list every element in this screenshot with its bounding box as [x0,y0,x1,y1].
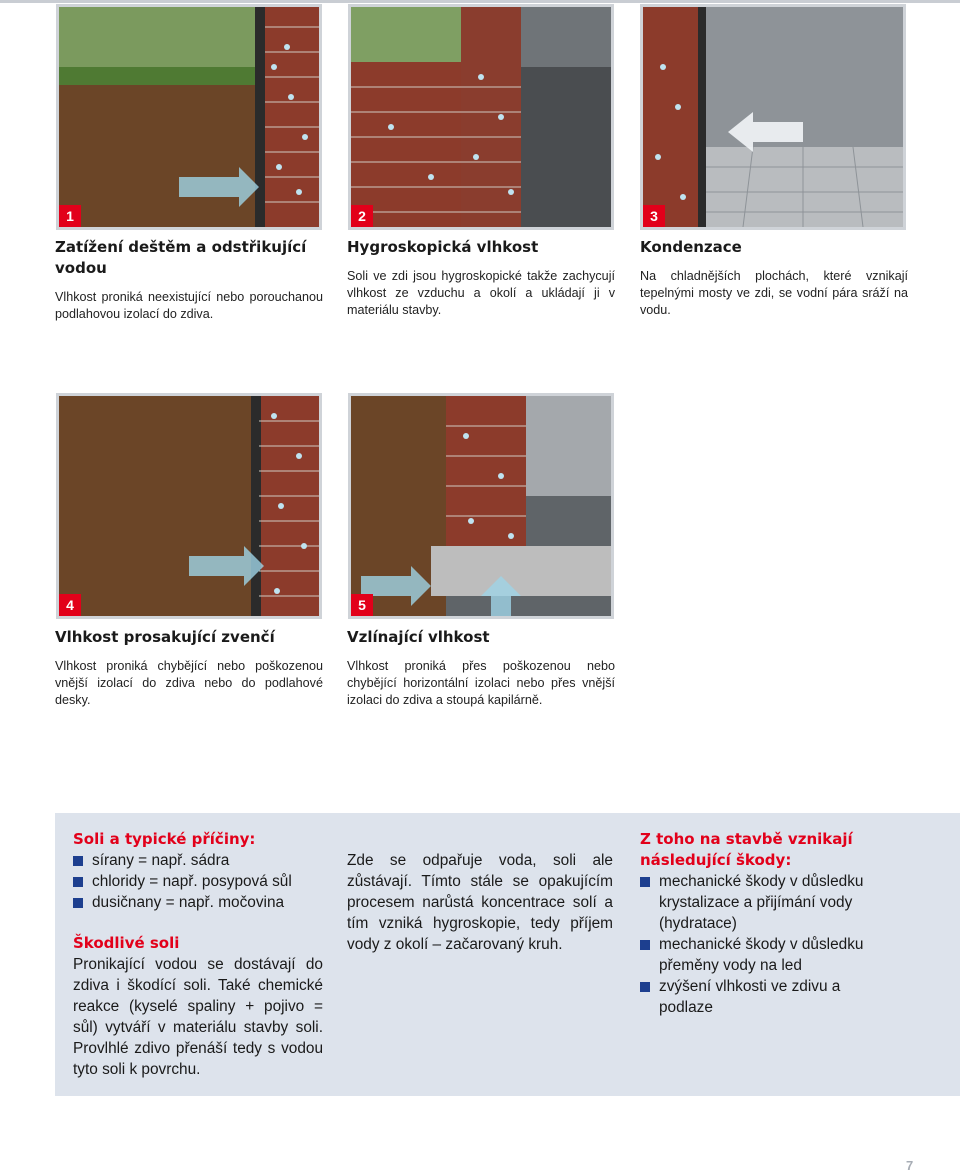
list-item: zvýšení vlhkosti ve zdivu a podlaze [640,976,888,1018]
list-item: mechanické škody v důsledku přeměny vody na led [640,934,888,976]
figure-1-title: Zatížení deštěm a odstřikující vodou [55,238,307,277]
list-item: mechanické škody v důsledku krystalizace a přijímání vody (hydratace) [640,871,888,934]
info-column-salts [73,829,323,1080]
harmful-salts-heading: Škodlivé soli [73,934,180,952]
figure-4-text: Vlhkost proniká chybějící nebo poškozenou vnější izolací do zdiva nebo do podlahové desky. [55,659,323,707]
figure-1-badge: 1 [59,205,81,227]
figure-2-illustration [348,4,614,230]
list-item: dusičnany = např. močovina [73,892,323,913]
info-column-damage [640,829,888,1018]
figure-4-illustration [56,393,322,619]
figure-4-caption [55,627,323,709]
damage-list [640,871,888,1018]
figure-3-illustration [640,4,906,230]
figure-5-illustration [348,393,614,619]
figure-3-title: Kondenzace [640,238,742,256]
figure-1-caption [55,237,323,323]
top-rule [0,0,960,3]
middle-text: Zde se odpařuje voda, soli ale zůstávají. Tímto stále se opakujícím procesem narůstá koncentrace solí a tím vzniká hygroskopie, tedy příjem vody z okolí – začarovaný kruh. [347,852,613,953]
figure-3-badge: 3 [643,205,665,227]
salts-list [73,850,323,913]
figure-1-illustration [56,4,322,230]
figure-3-text: Na chladnějších plochách, které vznikají tepelnými mosty ve zdi, se vodní pára sráží na vodu. [640,269,908,317]
info-column-middle [347,850,613,955]
figure-1-text: Vlhkost proniká neexistující nebo porouchanou podlahovou izolací do zdiva. [55,290,323,321]
damage-heading: Z toho na stavbě vznikají následující škody: [640,830,853,869]
figure-4-title: Vlhkost prosakující zvenčí [55,628,275,646]
figure-5-badge: 5 [351,594,373,616]
list-item: sírany = např. sádra [73,850,323,871]
figure-3-caption [640,237,908,319]
figure-4-badge: 4 [59,594,81,616]
figure-2-title: Hygroskopická vlhkost [347,238,539,256]
list-item: chloridy = např. posypová sůl [73,871,323,892]
harmful-salts-text: Pronikající vodou se dostávají do zdiva i škodící soli. Také chemické reakce (kyselé spaliny + pojivo = sůl) vytváří v materiálu stavby soli. Provlhlé zdivo přenáší tedy s vodou tyto soli k povrchu. [73,956,323,1078]
info-box [55,813,960,1096]
salts-heading: Soli a typické příčiny: [73,830,256,848]
figure-5-text: Vlhkost proniká přes poškozenou nebo chybějící horizontální izolaci nebo přes vnější izolaci do zdiva a stoupá kapilárně. [347,659,615,707]
figure-5-caption [347,627,615,709]
figure-2-text: Soli ve zdi jsou hygroskopické takže zachycují vlhkost ze vzduchu a okolí a ukládají ji v materiálu stavby. [347,269,615,317]
page-number: 7 [906,1158,914,1173]
figure-2-badge: 2 [351,205,373,227]
figure-2-caption [347,237,615,319]
figure-5-title: Vzlínající vlhkost [347,628,490,646]
